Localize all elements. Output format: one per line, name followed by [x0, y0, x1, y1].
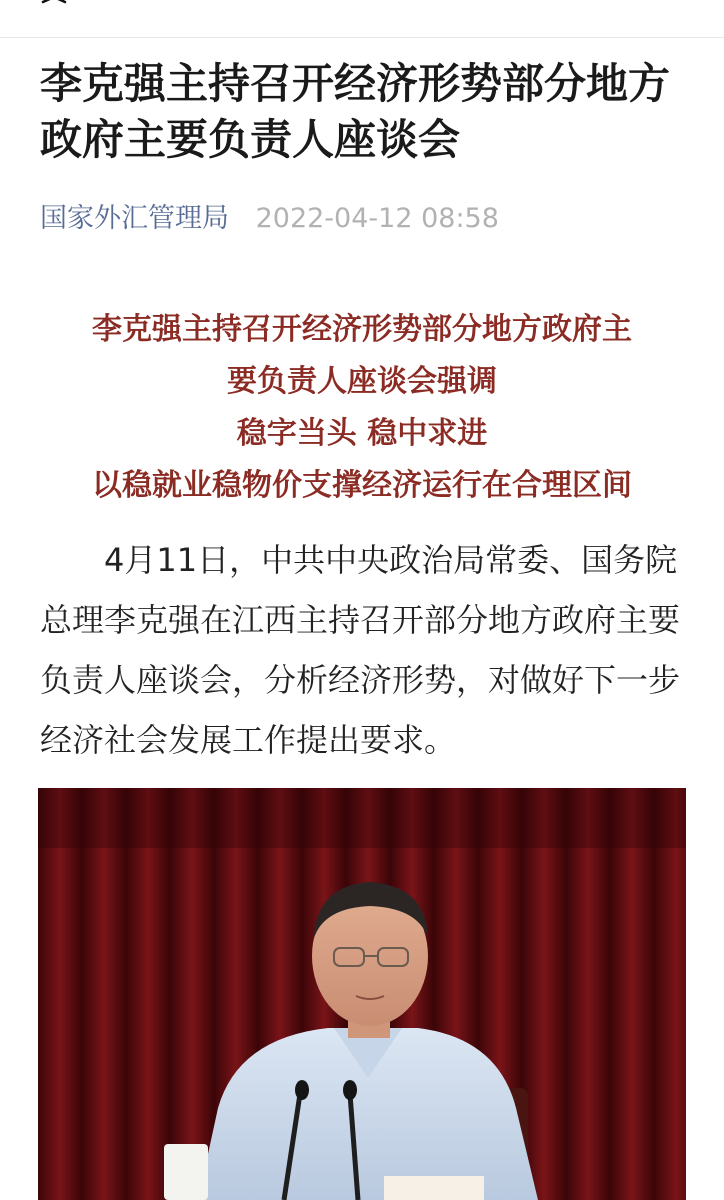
article-photo[interactable]: [38, 788, 686, 1200]
headline-line: 李克强主持召开经济形势部分地方政府主: [92, 312, 632, 347]
article-title: 李克强主持召开经济形势部分地方政府主要负责人座谈会: [40, 59, 671, 164]
headline-line: 以稳就业稳物价支撑经济运行在合理区间: [92, 468, 632, 503]
headline-line: 稳字当头 稳中求进: [236, 416, 488, 451]
headline-line: 要负责人座谈会强调: [227, 364, 497, 399]
paragraph-text: 4月11日，中共中央政治局常委、国务院总理李克强在江西主持召开部分地方政府主要负责人座谈会，分析经济形势，对做好下一步经济社会发展工作提出要求。: [40, 541, 681, 759]
close-icon[interactable]: [40, 0, 74, 12]
top-navigation-bar: [0, 0, 724, 38]
article-meta: [40, 200, 499, 238]
article-paragraph: [40, 530, 690, 770]
source-account-link[interactable]: 国家外汇管理局: [40, 203, 229, 234]
publish-date: 2022-04-12 08:58: [255, 203, 499, 234]
article-headline: [30, 304, 694, 512]
speaker-photo-illustration: [38, 788, 686, 1200]
